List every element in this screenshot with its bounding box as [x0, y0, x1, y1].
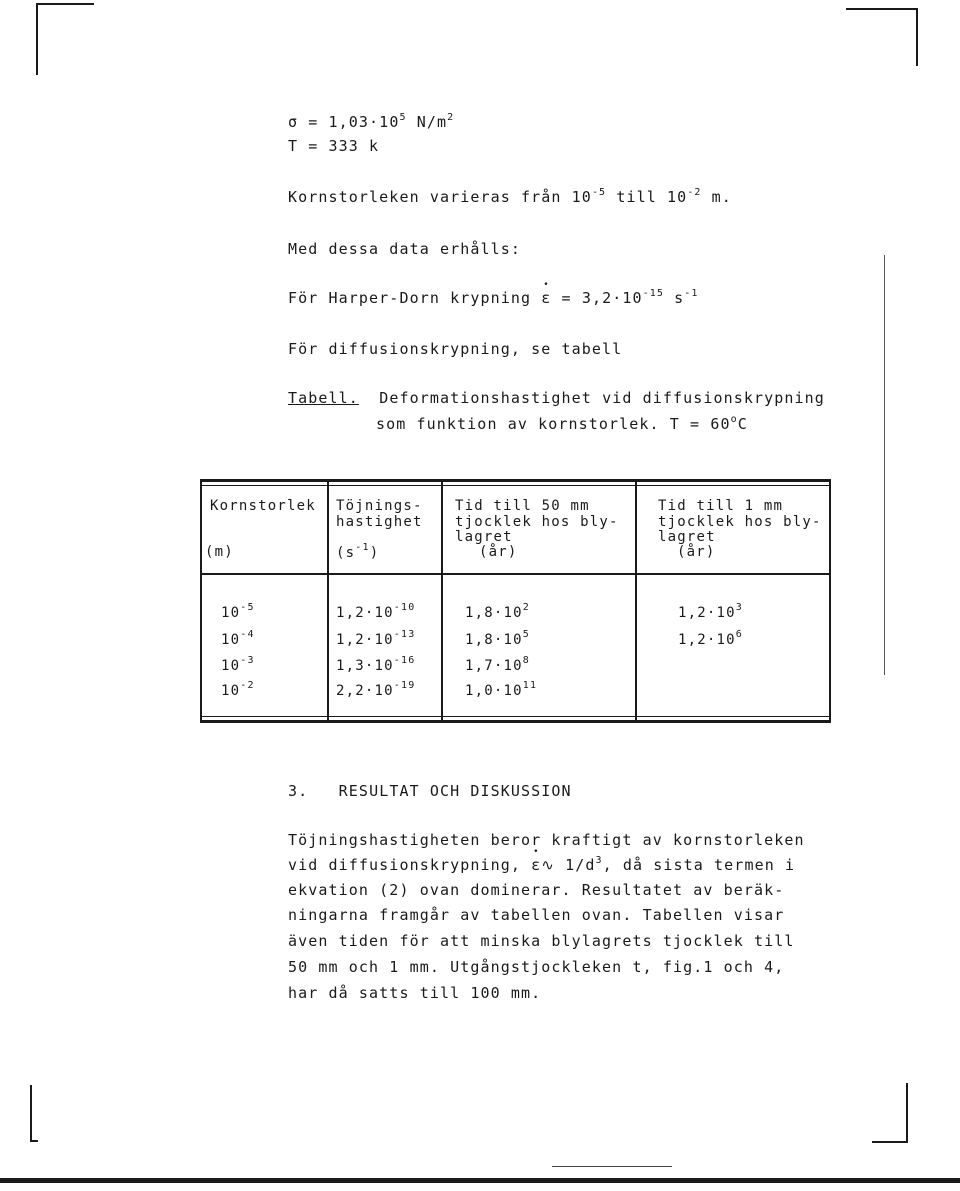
table-col-divider-3	[635, 480, 637, 721]
table-col-divider-1	[327, 480, 329, 721]
table-bottom-rule-inner	[202, 716, 829, 717]
grain-exponent-max: -2	[687, 187, 702, 198]
header-rate-unit	[336, 542, 380, 561]
paragraph-line-7: har då satts till 100 mm.	[288, 984, 542, 1002]
harper-dorn-unit-exponent: -1	[684, 288, 699, 299]
header-t1-unit: (år)	[677, 544, 716, 560]
section-title: RESULTAT OCH DISKUSSION	[338, 782, 572, 800]
table-caption-line2	[376, 415, 748, 433]
paragraph-line-3: ekvation (2) ovan dominerar. Resultatet av beräk-	[288, 881, 785, 899]
table-row-3-rate: $1,3\cdot 10^{-16}$	[336, 655, 416, 674]
harper-dorn-unit: s	[663, 289, 685, 307]
header-rate-unit-base: (s	[336, 545, 356, 561]
grain-prefix: Kornstorleken varieras från 10	[288, 188, 592, 206]
scan-bottom-line	[552, 1166, 672, 1167]
table-row-2-size: $10^{-4}$	[221, 629, 255, 648]
header-kornstorlek-unit: (m)	[205, 544, 234, 560]
table-row-2-t50: $1,8\cdot 10^5$	[465, 629, 531, 648]
table-caption-title: Deformationshastighet vid diffusionskrypning	[379, 389, 825, 407]
table-row-2-rate: $1,2\cdot 10^{-13}$	[336, 629, 416, 648]
table-top-rule-inner	[202, 485, 829, 486]
temperature-value: = 333 k	[298, 137, 380, 155]
header-t50-line3: lagret	[455, 529, 513, 545]
grain-mid: till 10	[606, 188, 688, 206]
table-row-1-t50: $1,8\cdot 10^2$	[465, 602, 531, 621]
sigma-exponent: 5	[399, 112, 407, 123]
degree-symbol: o	[730, 414, 738, 425]
header-hastighet: hastighet	[336, 514, 423, 530]
scan-border-left-top	[36, 3, 38, 75]
sigma-unit: N/m	[406, 113, 448, 131]
grain-exponent-min: -5	[591, 187, 607, 198]
harper-dorn-prefix: För Harper-Dorn krypning	[288, 289, 542, 307]
header-t50-line1: Tid till 50 mm	[455, 498, 590, 514]
scan-border-left-bottom	[30, 1085, 32, 1141]
data-intro: Med dessa data erhålls:	[288, 240, 522, 258]
paragraph-line-5: även tiden för att minska blylagrets tjocklek till	[288, 932, 795, 950]
header-tojnings: Töjnings-	[336, 498, 423, 514]
header-t1-line2: tjocklek hos bly-	[658, 514, 822, 530]
harper-dorn-exponent: -15	[642, 288, 664, 299]
header-kornstorlek: Kornstorlek	[210, 498, 316, 514]
paragraph-line-2: vid diffusionskrypning, • ε∿ $1/d^3$, då sista termen i	[288, 856, 795, 874]
table-col-divider-2	[441, 480, 443, 721]
strain-rate-symbol: • ε	[541, 289, 551, 307]
table-header-rule	[202, 573, 829, 575]
table-row-2-t1: $1,2\cdot 10^6$	[678, 629, 744, 648]
scan-border-right-top	[916, 8, 918, 66]
scan-page-right-edge	[884, 255, 885, 675]
table-row-1-t1: $1,2\cdot 10^3$	[678, 602, 744, 621]
table-caption-line1	[288, 389, 825, 407]
scan-border-top-left	[36, 3, 94, 5]
paragraph-line-1: Töjningshastigheten beror kraftigt av kornstorleken	[288, 831, 805, 849]
paragraph-line-6: 50 mm och 1 mm. Utgångstjockleken t, fig.1 och 4,	[288, 958, 785, 976]
sigma-equation: = 1,03·10	[298, 113, 400, 131]
table-row-3-t50: $1,7\cdot 10^8$	[465, 655, 531, 674]
section-number: 3.	[288, 782, 309, 800]
header-rate-unit-close: )	[369, 545, 380, 561]
scan-border-right-bottom	[906, 1083, 908, 1143]
table-caption-prefix: som funktion av kornstorlek. T = 60	[376, 415, 731, 433]
section-heading	[288, 782, 572, 800]
header-t1-line1: Tid till 1 mm	[658, 498, 784, 514]
table-row-4-size: $10^{-2}$	[221, 680, 255, 699]
scan-page-bottom-edge	[0, 1178, 960, 1183]
temperature-label: T	[288, 137, 299, 155]
diffusion-line: För diffusionskrypning, se tabell	[288, 340, 623, 358]
sigma-line	[288, 113, 454, 131]
table-caption-label: Tabell.	[288, 389, 359, 407]
scan-border-top-right	[846, 8, 916, 10]
paragraph-line-4: ningarna framgår av tabellen ovan. Tabellen visar	[288, 906, 785, 924]
header-t50-line2: tjocklek hos bly-	[455, 514, 619, 530]
harper-dorn-line	[288, 289, 699, 307]
table-row-3-size: $10^{-3}$	[221, 655, 255, 674]
sigma-symbol: σ	[288, 113, 299, 131]
temperature-line	[288, 137, 379, 155]
scan-border-bottom-left	[30, 1140, 38, 1142]
header-t50-unit: (år)	[479, 544, 518, 560]
paragraph-strain-rate-symbol: • ε	[531, 856, 541, 874]
table-row-1-rate: $1,2\cdot 10^{-10}$	[336, 602, 416, 621]
harper-dorn-equation: = 3,2·10	[551, 289, 643, 307]
table-row-4-t50: $1,0\cdot 10^{11}$	[465, 680, 538, 699]
header-rate-unit-exponent: -1	[355, 542, 370, 553]
table-row-1-size: $10^{-5}$	[221, 602, 255, 621]
scan-border-bottom-right	[872, 1141, 906, 1143]
table-caption-suffix: C	[737, 415, 748, 433]
header-t1-line3: lagret	[658, 529, 716, 545]
sigma-unit-exponent: 2	[447, 112, 455, 123]
grain-suffix: m.	[701, 188, 732, 206]
grain-size-line	[288, 188, 732, 206]
table-row-4-rate: $2,2\cdot 10^{-19}$	[336, 680, 416, 699]
